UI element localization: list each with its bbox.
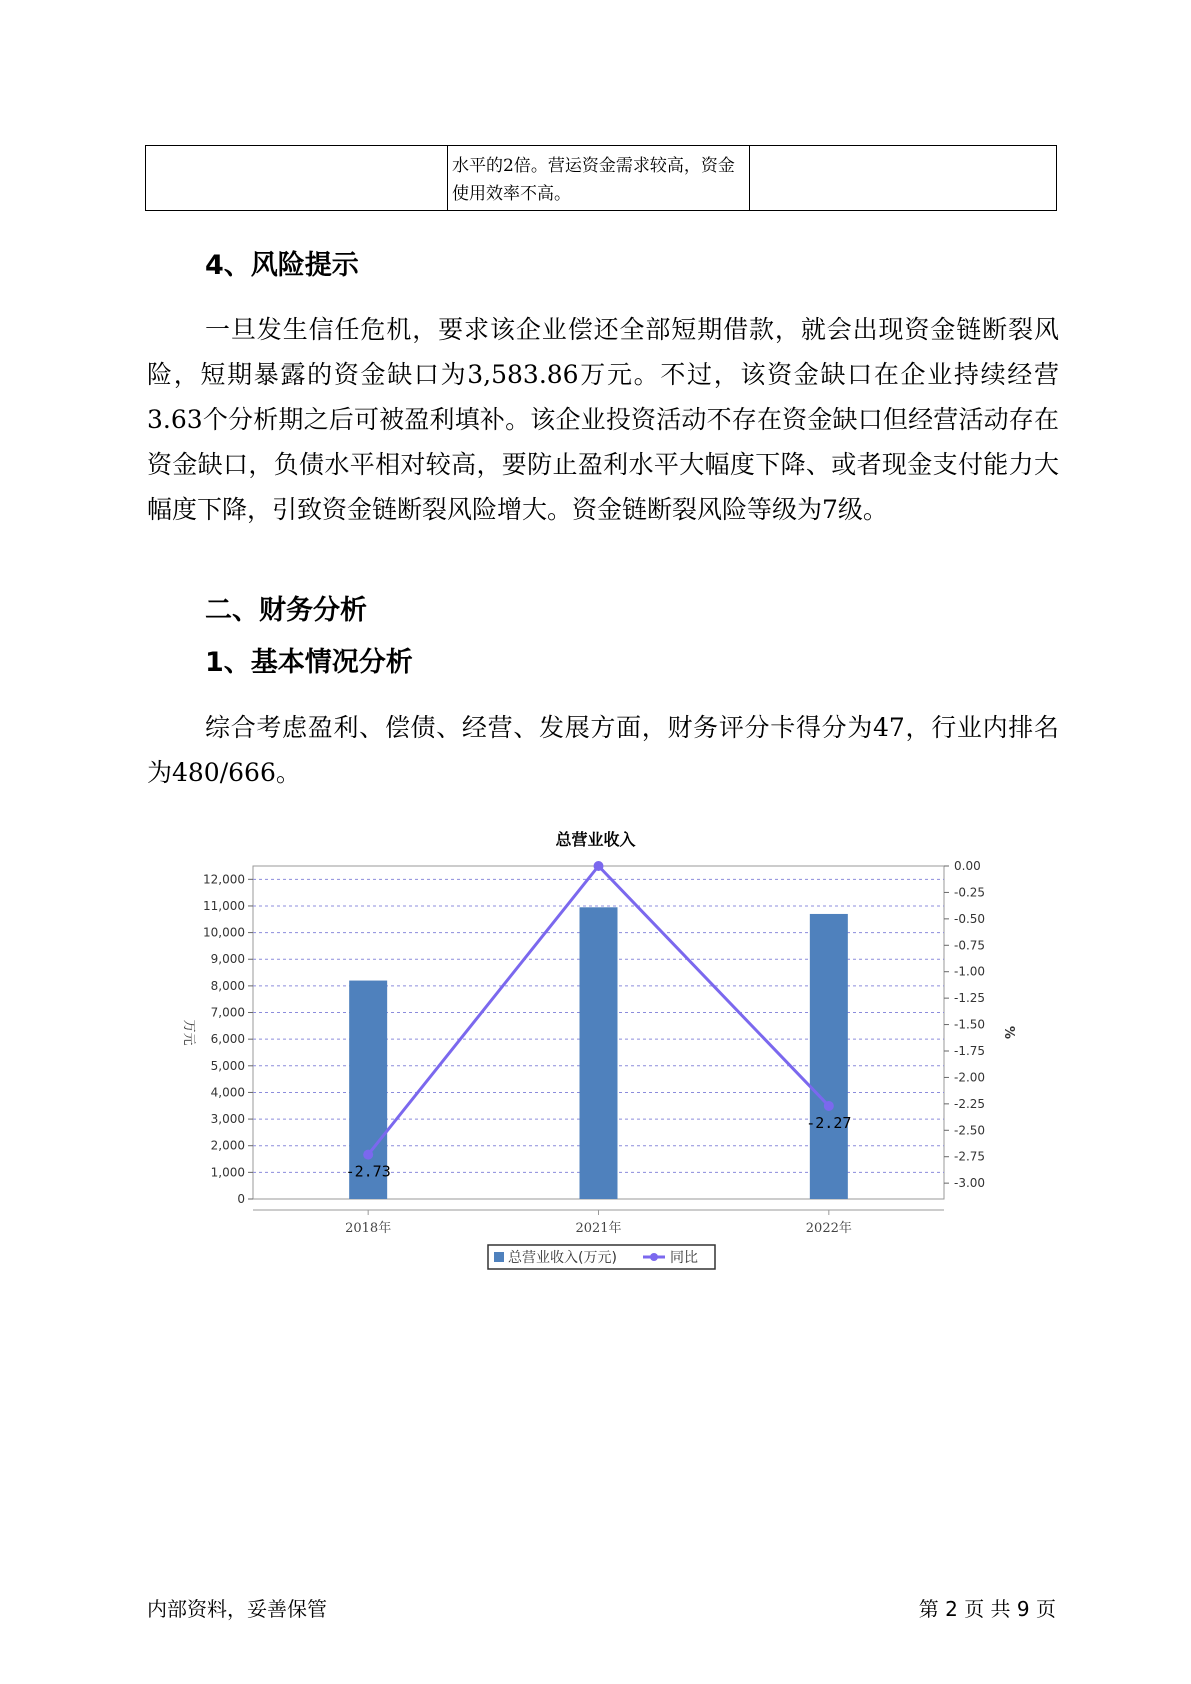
left-tick-label: 9,000 xyxy=(210,952,245,967)
line-point xyxy=(824,1101,834,1111)
data-label: -2.27 xyxy=(806,1113,852,1132)
x-tick-label: 2022年 xyxy=(805,1221,852,1236)
right-tick-label: -2.50 xyxy=(954,1123,986,1138)
legend-label-bar: 总营业收入(万元) xyxy=(508,1250,617,1266)
left-tick-label: 2,000 xyxy=(210,1138,245,1153)
y-axis-label-left: 万元 xyxy=(181,1019,196,1046)
data-label: -2.73 xyxy=(345,1162,391,1181)
left-tick-label: 3,000 xyxy=(210,1112,245,1127)
left-tick-label: 4,000 xyxy=(210,1085,245,1100)
legend-swatch-bar xyxy=(494,1252,504,1262)
left-tick-label: 10,000 xyxy=(203,925,245,940)
x-tick-label: 2018年 xyxy=(345,1221,392,1236)
footer-left: 内部资料，妥善保管 xyxy=(147,1597,327,1621)
x-tick-label: 2021年 xyxy=(575,1221,622,1236)
bar xyxy=(810,914,848,1199)
left-tick-label: 0 xyxy=(237,1192,245,1206)
table-cell-text: 水平的2倍。营运资金需求较高，资金使用效率不高。 xyxy=(448,146,750,211)
right-tick-label: -2.75 xyxy=(954,1149,986,1164)
right-tick-label: -0.50 xyxy=(954,911,986,926)
heading-finance: 二、财务分析 xyxy=(205,595,367,626)
right-tick-label: -2.00 xyxy=(954,1070,986,1085)
left-tick-label: 7,000 xyxy=(210,1005,245,1020)
right-tick-label: -2.25 xyxy=(954,1096,986,1111)
right-tick-label: -1.50 xyxy=(954,1017,986,1032)
legend-swatch-point xyxy=(650,1253,658,1261)
bar xyxy=(580,907,618,1199)
right-tick-label: -3.00 xyxy=(954,1176,986,1191)
left-tick-label: 1,000 xyxy=(210,1165,245,1180)
y-axis-label-right: % xyxy=(1001,1025,1016,1040)
left-tick-label: 8,000 xyxy=(210,978,245,993)
left-tick-label: 12,000 xyxy=(203,872,245,887)
line-point xyxy=(594,861,604,871)
subheading-basic-analysis: 1、基本情况分析 xyxy=(205,647,413,678)
paragraph-finance: 综合考虑盈利、偿债、经营、发展方面，财务评分卡得分为47，行业内排名为480/666。 xyxy=(147,713,1059,787)
left-tick-label: 11,000 xyxy=(203,898,245,913)
left-tick-label: 6,000 xyxy=(210,1032,245,1047)
footer-page-number: 第 2 页 共 9 页 xyxy=(918,1597,1056,1621)
heading-risk: 4、风险提示 xyxy=(205,250,359,281)
right-tick-label: -1.25 xyxy=(954,991,986,1006)
chart-title: 总营业收入 xyxy=(555,830,636,849)
left-tick-label: 5,000 xyxy=(210,1058,245,1073)
right-tick-label: -1.00 xyxy=(954,964,986,979)
legend-label-line: 同比 xyxy=(670,1250,698,1266)
paragraph-risk: 一旦发生信任危机，要求该企业偿还全部短期借款，就会出现资金链断裂风险，短期暴露的资金缺口为3,583.86万元。不过，该资金缺口在企业持续经营 3.63个分析期之后可被盈利填补。该企业投资活动不存在资金缺口但经营活动存在资金缺口，负债水平相对较高，要防止盈利水平大幅度下降、或者现金支付能力大幅度下降，引致资金链断裂风险增大。资金链断裂风险等级为7级。 xyxy=(147,315,1059,524)
line-point xyxy=(363,1150,373,1160)
right-tick-label: -0.25 xyxy=(954,885,986,900)
right-tick-label: 0.00 xyxy=(954,859,981,873)
right-tick-label: -1.75 xyxy=(954,1044,986,1058)
right-tick-label: -0.75 xyxy=(954,938,986,953)
